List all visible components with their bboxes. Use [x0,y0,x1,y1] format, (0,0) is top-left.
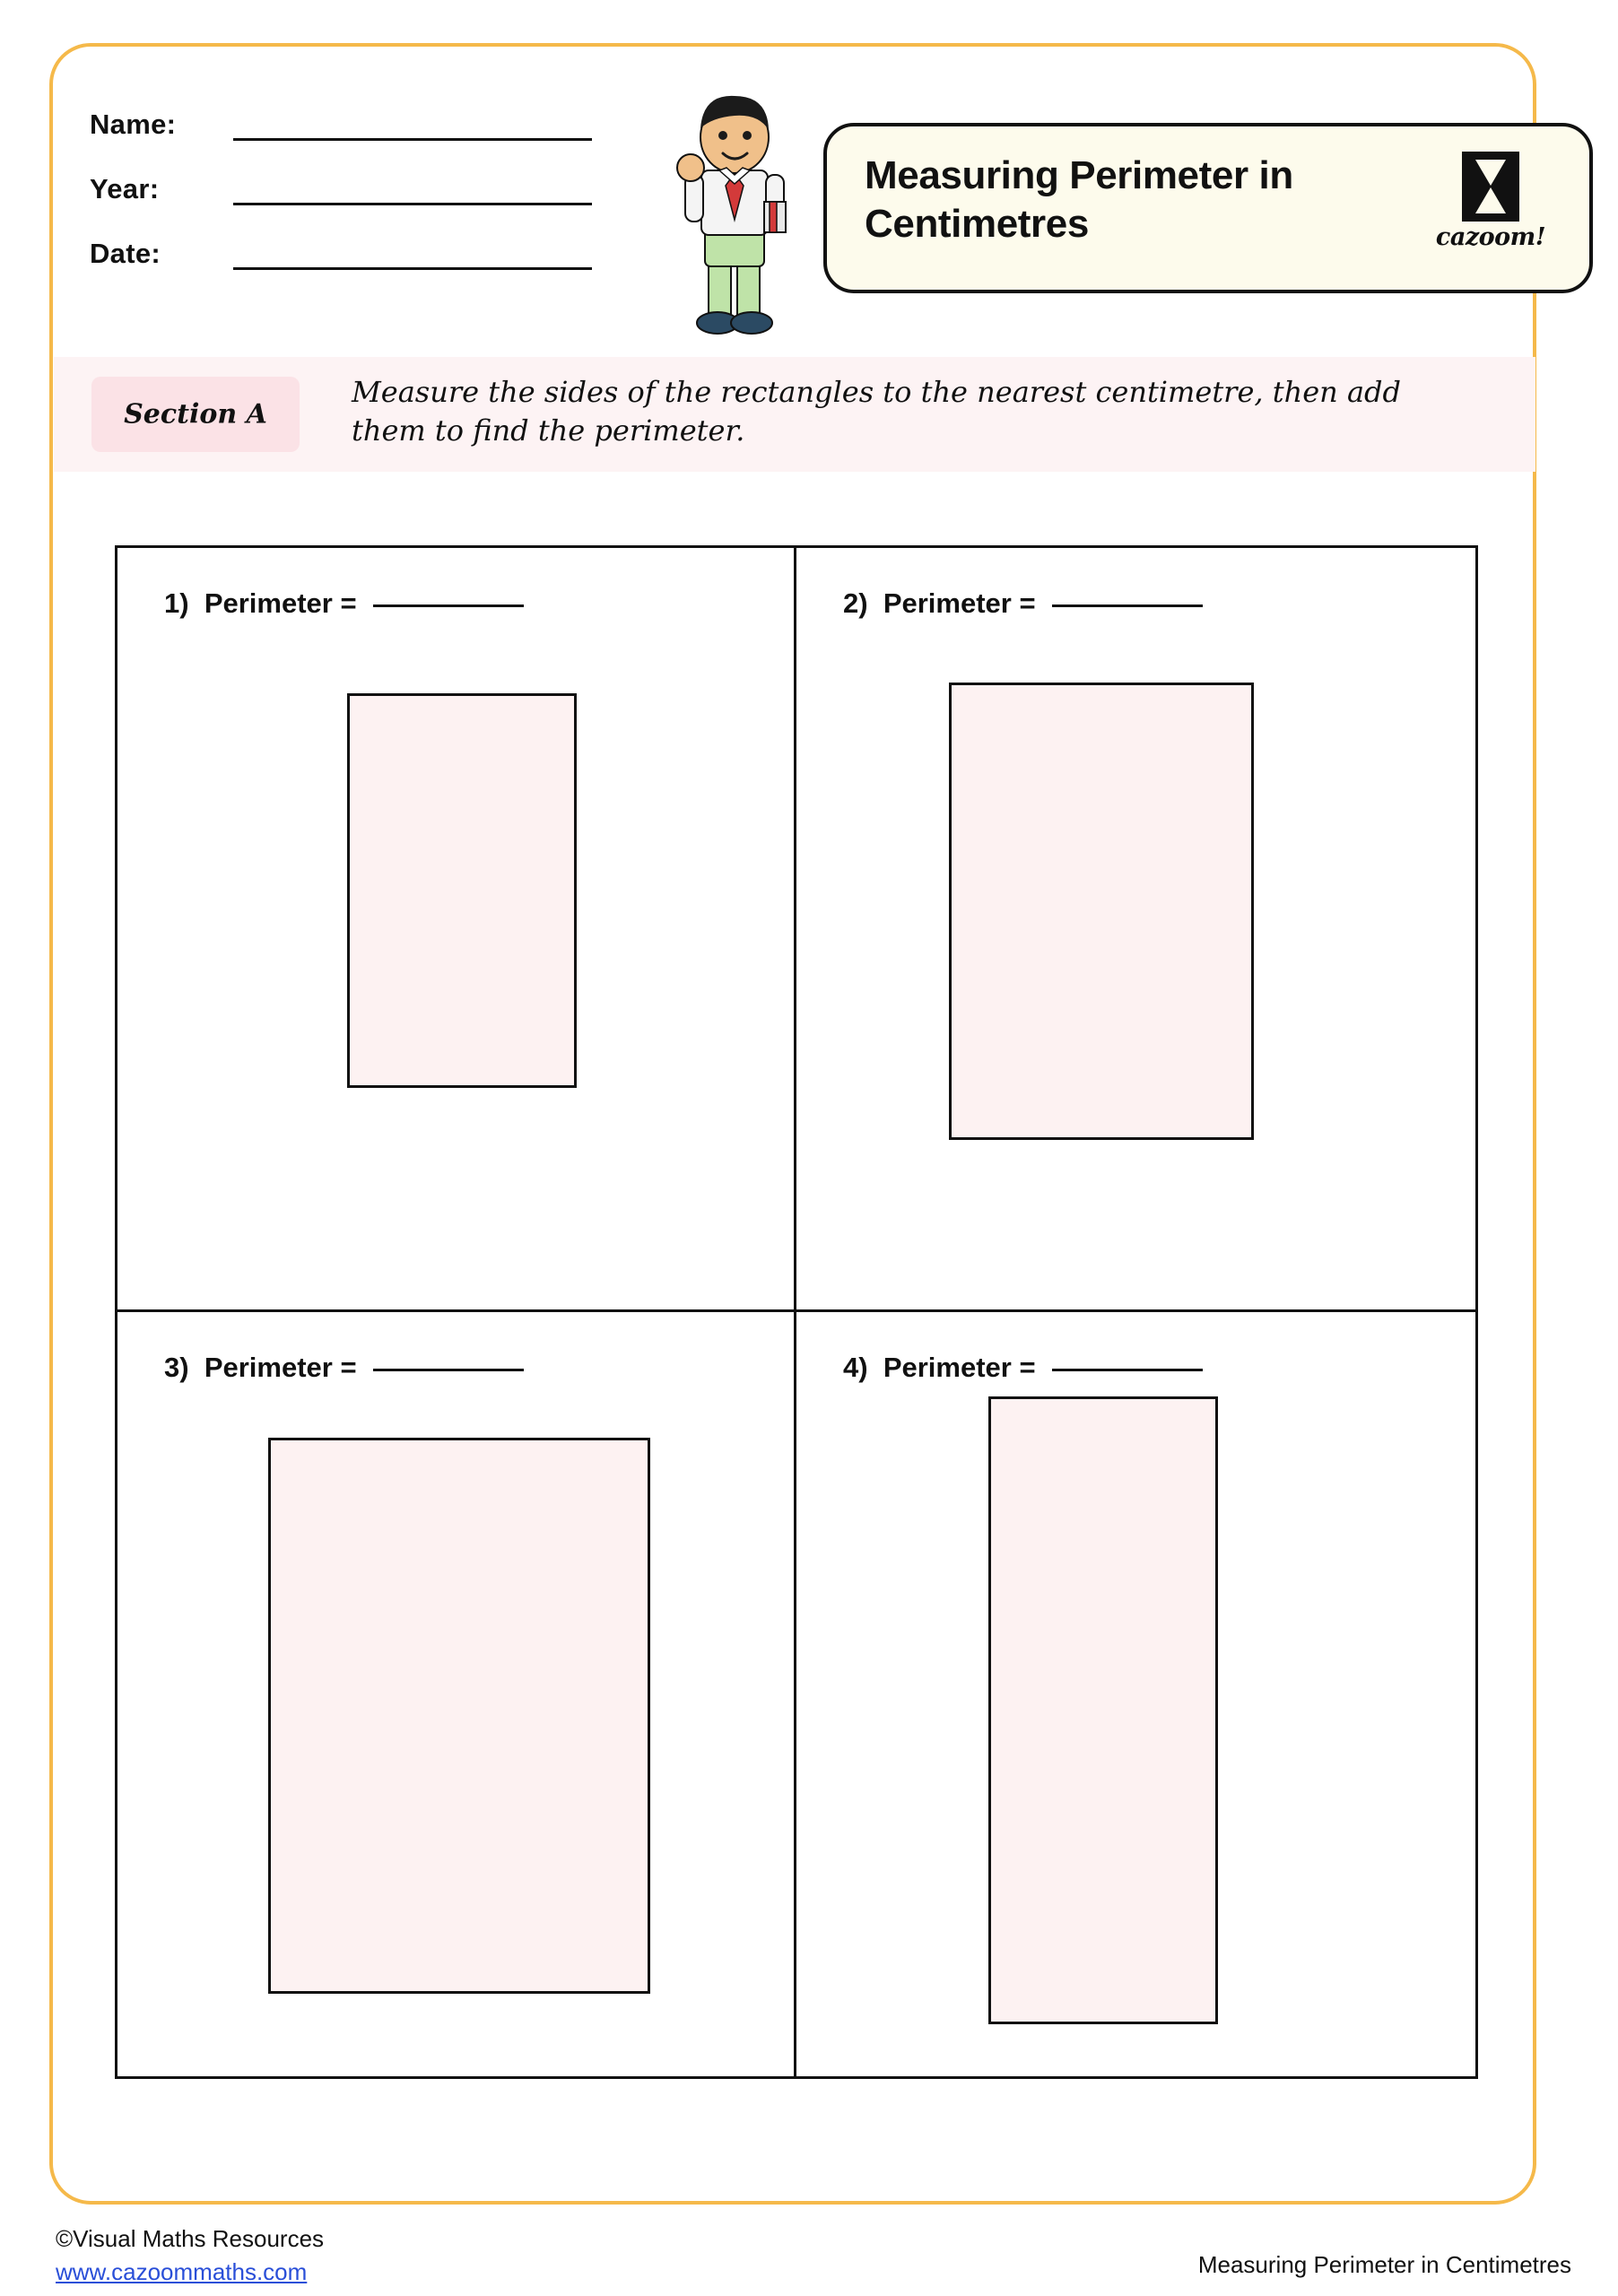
question-2-prompt: Perimeter = [883,587,1036,619]
logo-wordmark: cazoom! [1435,223,1546,251]
mascot-schoolboy-icon [655,85,816,345]
question-1-label [164,587,524,620]
worksheet-footer [56,2222,1571,2294]
question-3-label [164,1352,524,1384]
question-1-prompt: Perimeter = [204,587,357,619]
field-row-date [90,229,646,270]
footer-left [56,2222,324,2289]
question-2-answer-line[interactable] [1052,604,1203,607]
page-title: Measuring Perimeter in Centimetres [865,153,1293,246]
year-input-line[interactable] [233,176,592,205]
question-cell-3 [117,1312,796,2076]
rectangle-3 [268,1438,650,1994]
question-grid [115,545,1478,2079]
section-pill [91,377,300,452]
worksheet-header [90,85,1546,327]
section-instruction: Measure the sides of the rectangles to the nearest centimetre, then add them to find the perimeter. [352,375,1401,448]
rectangle-2 [949,683,1254,1140]
name-input-line[interactable] [233,111,592,141]
question-4-prompt: Perimeter = [883,1352,1036,1383]
student-details-block [90,100,646,293]
year-label: Year: [90,173,160,204]
title-box [823,123,1593,293]
question-4-answer-line[interactable] [1052,1369,1203,1371]
question-1-number: 1) [164,587,189,619]
date-input-line[interactable] [233,240,592,270]
footer-sheet-title: Measuring Perimeter in Centimetres [1197,2251,1571,2278]
footer-copyright: ©Visual Maths Resources [56,2225,325,2252]
question-4-label [843,1352,1203,1384]
field-row-name [90,100,646,141]
question-3-answer-line[interactable] [373,1369,524,1371]
section-band [54,357,1535,472]
cazoom-logo [1424,152,1557,266]
footer-website-link[interactable]: www.cazoommaths.com [56,2257,308,2285]
question-3-number: 3) [164,1352,189,1383]
hourglass-icon [1462,152,1519,222]
date-label: Date: [90,238,161,269]
rectangle-1 [347,693,577,1088]
name-label: Name: [90,109,177,140]
question-4-number: 4) [843,1352,868,1383]
question-cell-2 [796,548,1475,1312]
rectangle-4 [988,1396,1218,2024]
question-cell-4 [796,1312,1475,2076]
question-2-number: 2) [843,587,868,619]
question-1-answer-line[interactable] [373,604,524,607]
section-label: Section A [124,398,267,430]
question-cell-1 [117,548,796,1312]
question-3-prompt: Perimeter = [204,1352,357,1383]
field-row-year [90,164,646,205]
question-2-label [843,587,1203,620]
